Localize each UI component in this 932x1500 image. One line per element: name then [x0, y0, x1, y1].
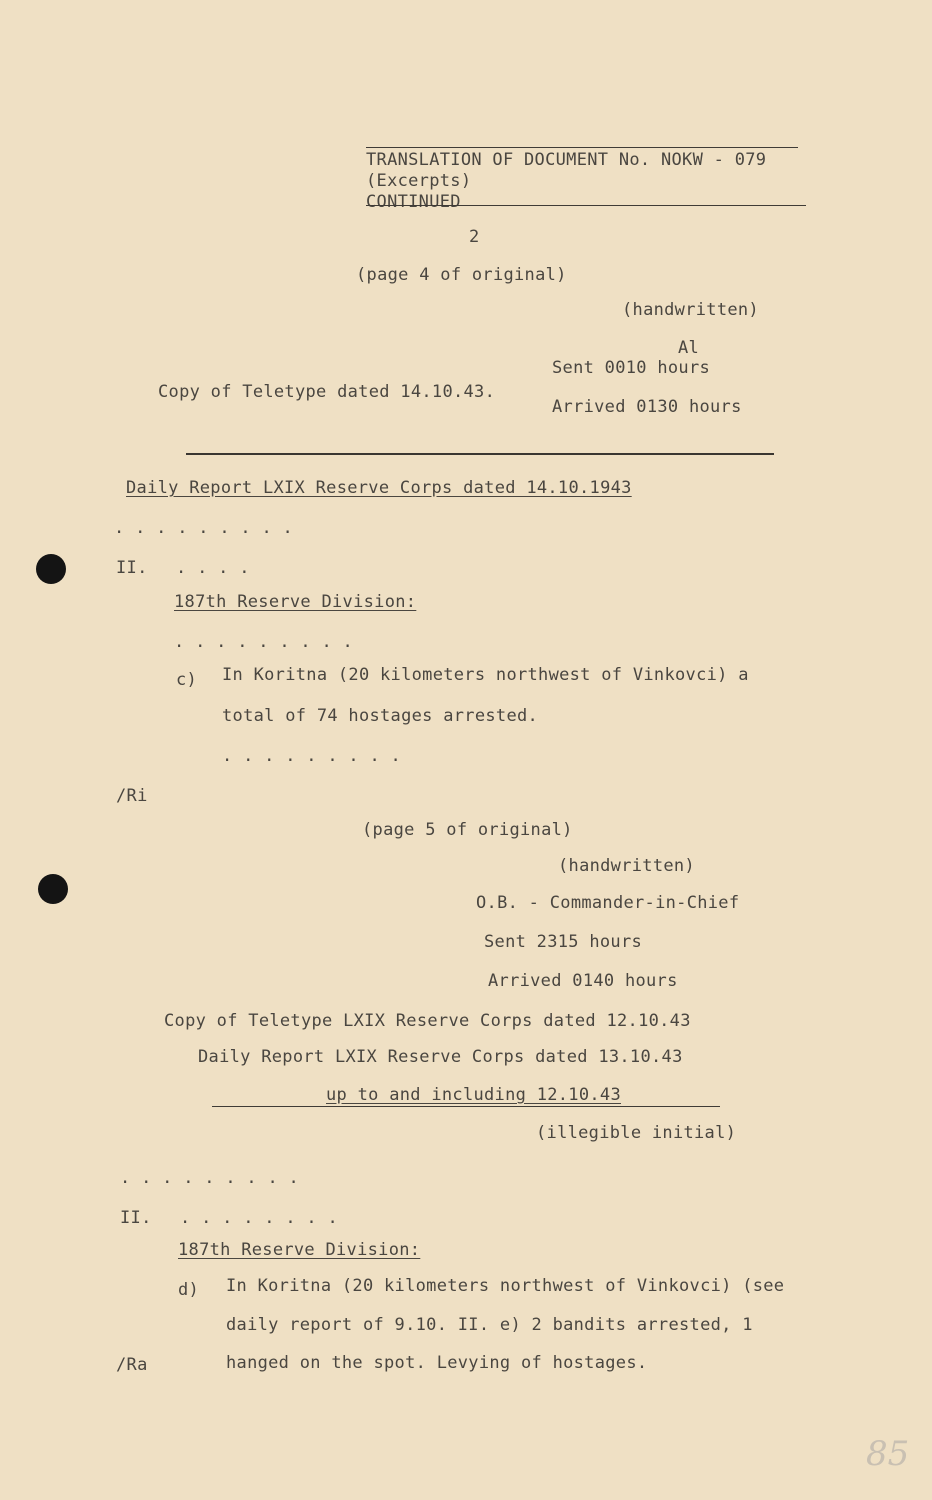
roman-numeral-2: II.: [120, 1208, 152, 1228]
item-d-line-2: daily report of 9.10. II. e) 2 bandits arrested, 1: [226, 1315, 753, 1335]
daily-report-title-1: Daily Report LXIX Reserve Corps dated 14.10.1943: [126, 478, 632, 498]
ellipsis-5: . . . . . . . . .: [120, 1168, 300, 1188]
handwritten-note-1: (handwritten): [622, 300, 759, 320]
up-to-including-line: up to and including 12.10.43: [326, 1085, 621, 1105]
section-divider: [186, 453, 774, 455]
arrived-time-1: Arrived 0130 hours: [552, 397, 742, 417]
teletype-copy-2: Copy of Teletype LXIX Reserve Corps dated 12.10.43: [164, 1011, 691, 1031]
item-c-line-1: In Koritna (20 kilometers northwest of Vinkovci) a: [222, 665, 749, 685]
item-d-line-3: hanged on the spot. Levying of hostages.: [226, 1353, 648, 1373]
initials-1: /Ri: [116, 786, 148, 806]
page-5-reference: (page 5 of original): [362, 820, 573, 840]
division-heading-1: 187th Reserve Division:: [174, 592, 417, 612]
division-heading-2: 187th Reserve Division:: [178, 1240, 421, 1260]
up-to-underline: [212, 1106, 720, 1107]
arrived-time-2: Arrived 0140 hours: [488, 971, 678, 991]
excerpts-label: (Excerpts): [366, 171, 472, 191]
binder-hole-bottom: [38, 874, 68, 904]
binder-hole-top: [36, 554, 66, 584]
continued-label: CONTINUED: [366, 192, 461, 212]
sent-time-2: Sent 2315 hours: [484, 932, 643, 952]
handwritten-page-number: 85: [866, 1434, 910, 1474]
page-number: 2: [469, 227, 480, 247]
item-d-line-1: In Koritna (20 kilometers northwest of Vinkovci) (see: [226, 1276, 785, 1296]
ellipsis-6: . . . . . . . .: [180, 1208, 339, 1228]
item-label-c: c): [176, 670, 198, 690]
ellipsis-1: . . . . . . . . .: [114, 518, 294, 538]
ellipsis-3: . . . . . . . . .: [174, 632, 354, 652]
handwritten-note-2: (handwritten): [558, 856, 695, 876]
item-label-d: d): [178, 1280, 200, 1300]
initials-2: /Ra: [116, 1355, 148, 1375]
illegible-initial: (illegible initial): [536, 1123, 737, 1143]
ellipsis-2: . . . .: [176, 558, 250, 578]
roman-numeral-1: II.: [116, 558, 148, 578]
ob-commander-line: O.B. - Commander-in-Chief: [476, 893, 740, 913]
ellipsis-4: . . . . . . . . .: [222, 746, 402, 766]
sent-time-1: Sent 0010 hours: [552, 358, 711, 378]
header-top-rule: [366, 147, 798, 148]
daily-report-line-2: Daily Report LXIX Reserve Corps dated 13.10.43: [198, 1047, 683, 1067]
page-4-reference: (page 4 of original): [356, 265, 567, 285]
item-c-line-2: total of 74 hostages arrested.: [222, 706, 539, 726]
document-title: TRANSLATION OF DOCUMENT No. NOKW - 079: [366, 150, 767, 170]
handwritten-mark: Al: [678, 338, 700, 358]
teletype-copy-1: Copy of Teletype dated 14.10.43.: [158, 382, 496, 402]
header-bottom-rule: [366, 205, 806, 206]
